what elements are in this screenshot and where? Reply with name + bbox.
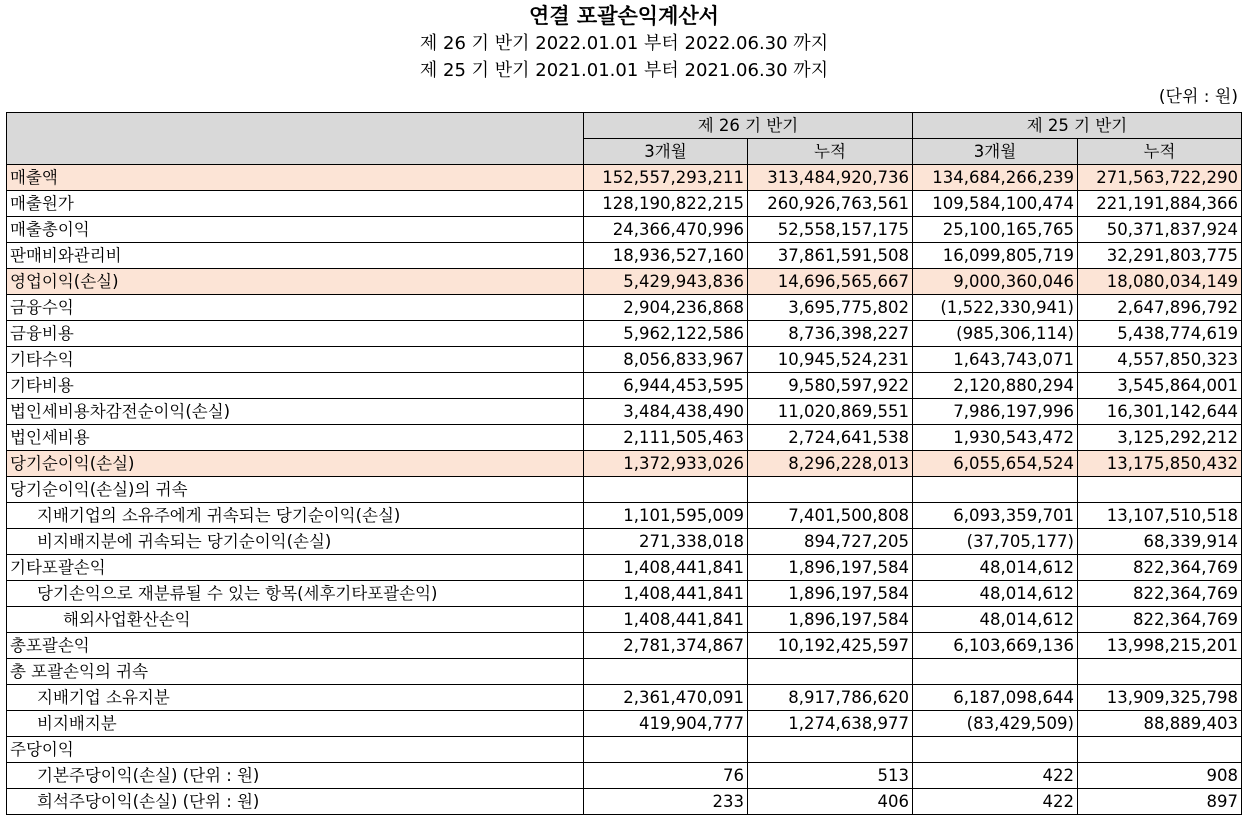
value-cell: 48,014,612 — [913, 581, 1078, 607]
row-label: 영업이익(손실) — [7, 269, 584, 295]
table-row — [7, 191, 1242, 217]
table-row — [7, 269, 1242, 295]
value-cell: 4,557,850,323 — [1078, 347, 1242, 373]
header-cumulative: 누적 — [1078, 139, 1242, 165]
value-cell: 2,724,641,538 — [748, 425, 913, 451]
value-cell: 5,438,774,619 — [1078, 321, 1242, 347]
value-cell: 822,364,769 — [1078, 555, 1242, 581]
table-row — [7, 659, 1242, 685]
row-label: 기타포괄손익 — [7, 555, 584, 581]
value-cell: 406 — [748, 789, 913, 815]
value-cell: 8,296,228,013 — [748, 451, 913, 477]
period-current: 제 26 기 반기 2022.01.01 부터 2022.06.30 까지 — [419, 33, 829, 54]
header-row-periods — [7, 113, 1242, 139]
value-cell: 1,408,441,841 — [584, 555, 748, 581]
table-row — [7, 789, 1242, 815]
value-cell: 897 — [1078, 789, 1242, 815]
row-label: 기타수익 — [7, 347, 584, 373]
value-cell: 3,125,292,212 — [1078, 425, 1242, 451]
statement-title: 연결 포괄손익계산서 — [529, 4, 719, 28]
value-cell: 1,274,638,977 — [748, 711, 913, 737]
value-cell: 8,736,398,227 — [748, 321, 913, 347]
row-label: 기타비용 — [7, 373, 584, 399]
value-cell: 8,056,833,967 — [584, 347, 748, 373]
value-cell: 76 — [584, 763, 748, 789]
value-cell — [584, 737, 748, 763]
value-cell: 5,429,943,836 — [584, 269, 748, 295]
row-label: 당기손익으로 재분류될 수 있는 항목(세후기타포괄손익) — [7, 581, 584, 607]
value-cell — [748, 737, 913, 763]
row-label: 법인세비용차감전순이익(손실) — [7, 399, 584, 425]
value-cell: 2,111,505,463 — [584, 425, 748, 451]
value-cell — [584, 477, 748, 503]
table-row — [7, 477, 1242, 503]
row-label: 총 포괄손익의 귀속 — [7, 659, 584, 685]
value-cell: 68,339,914 — [1078, 529, 1242, 555]
table-row — [7, 737, 1242, 763]
value-cell: 109,584,100,474 — [913, 191, 1078, 217]
value-cell: 7,986,197,996 — [913, 399, 1078, 425]
table-row — [7, 633, 1242, 659]
value-cell: 271,338,018 — [584, 529, 748, 555]
value-cell: 25,100,165,765 — [913, 217, 1078, 243]
table-row — [7, 581, 1242, 607]
table-row — [7, 347, 1242, 373]
row-label: 희석주당이익(손실) (단위 : 원) — [7, 789, 584, 815]
row-label: 비지배지분 — [7, 711, 584, 737]
value-cell: 1,896,197,584 — [748, 581, 913, 607]
value-cell: 32,291,803,775 — [1078, 243, 1242, 269]
value-cell: 6,103,669,136 — [913, 633, 1078, 659]
value-cell: 822,364,769 — [1078, 607, 1242, 633]
value-cell — [1078, 659, 1242, 685]
value-cell: 2,120,880,294 — [913, 373, 1078, 399]
value-cell — [913, 477, 1078, 503]
value-cell: 3,695,775,802 — [748, 295, 913, 321]
value-cell: (83,429,509) — [913, 711, 1078, 737]
table-row — [7, 763, 1242, 789]
value-cell: 11,020,869,551 — [748, 399, 913, 425]
table-row — [7, 165, 1242, 191]
value-cell: 7,401,500,808 — [748, 503, 913, 529]
value-cell: 14,696,565,667 — [748, 269, 913, 295]
row-label: 매출액 — [7, 165, 584, 191]
row-label: 해외사업환산손익 — [7, 607, 584, 633]
value-cell: 134,684,266,239 — [913, 165, 1078, 191]
value-cell: 233 — [584, 789, 748, 815]
value-cell: 152,557,293,211 — [584, 165, 748, 191]
table-row — [7, 555, 1242, 581]
value-cell: 1,408,441,841 — [584, 581, 748, 607]
value-cell: 88,889,403 — [1078, 711, 1242, 737]
value-cell: 128,190,822,215 — [584, 191, 748, 217]
period-previous: 제 25 기 반기 2021.01.01 부터 2021.06.30 까지 — [419, 60, 829, 81]
value-cell: 908 — [1078, 763, 1242, 789]
table-row — [7, 711, 1242, 737]
value-cell — [1078, 737, 1242, 763]
row-label: 기본주당이익(손실) (단위 : 원) — [7, 763, 584, 789]
value-cell — [584, 659, 748, 685]
value-cell: 2,904,236,868 — [584, 295, 748, 321]
value-cell: 2,781,374,867 — [584, 633, 748, 659]
table-row — [7, 373, 1242, 399]
value-cell: 18,936,527,160 — [584, 243, 748, 269]
value-cell: 10,945,524,231 — [748, 347, 913, 373]
table-row — [7, 399, 1242, 425]
row-label: 총포괄손익 — [7, 633, 584, 659]
value-cell: 822,364,769 — [1078, 581, 1242, 607]
value-cell: 422 — [913, 763, 1078, 789]
value-cell: 1,896,197,584 — [748, 555, 913, 581]
value-cell: 1,101,595,009 — [584, 503, 748, 529]
row-label: 비지배지분에 귀속되는 당기순이익(손실) — [7, 529, 584, 555]
value-cell: 6,055,654,524 — [913, 451, 1078, 477]
value-cell — [748, 477, 913, 503]
value-cell: 6,187,098,644 — [913, 685, 1078, 711]
value-cell: 260,926,763,561 — [748, 191, 913, 217]
value-cell: 9,580,597,922 — [748, 373, 913, 399]
value-cell: 1,930,543,472 — [913, 425, 1078, 451]
header-three-months: 3개월 — [913, 139, 1078, 165]
table-row — [7, 607, 1242, 633]
value-cell: 2,361,470,091 — [584, 685, 748, 711]
row-label: 지배기업 소유지분 — [7, 685, 584, 711]
value-cell — [748, 659, 913, 685]
value-cell: 1,408,441,841 — [584, 607, 748, 633]
header-current-period: 제 26 기 반기 — [584, 113, 913, 139]
table-row — [7, 685, 1242, 711]
value-cell: 3,484,438,490 — [584, 399, 748, 425]
header-previous-period: 제 25 기 반기 — [913, 113, 1242, 139]
row-label: 주당이익 — [7, 737, 584, 763]
value-cell: (37,705,177) — [913, 529, 1078, 555]
value-cell: 2,647,896,792 — [1078, 295, 1242, 321]
value-cell — [913, 659, 1078, 685]
value-cell: 13,998,215,201 — [1078, 633, 1242, 659]
value-cell: 6,944,453,595 — [584, 373, 748, 399]
row-label: 법인세비용 — [7, 425, 584, 451]
row-label: 당기순이익(손실) — [7, 451, 584, 477]
value-cell: (1,522,330,941) — [913, 295, 1078, 321]
value-cell: 419,904,777 — [584, 711, 748, 737]
value-cell: 52,558,157,175 — [748, 217, 913, 243]
value-cell: 513 — [748, 763, 913, 789]
value-cell: 13,909,325,798 — [1078, 685, 1242, 711]
row-label: 매출원가 — [7, 191, 584, 217]
value-cell: 16,301,142,644 — [1078, 399, 1242, 425]
value-cell: 5,962,122,586 — [584, 321, 748, 347]
table-row — [7, 503, 1242, 529]
value-cell: 271,563,722,290 — [1078, 165, 1242, 191]
value-cell: 9,000,360,046 — [913, 269, 1078, 295]
table-row — [7, 321, 1242, 347]
row-label: 지배기업의 소유주에게 귀속되는 당기순이익(손실) — [7, 503, 584, 529]
value-cell — [913, 737, 1078, 763]
value-cell: 894,727,205 — [748, 529, 913, 555]
row-label: 매출총이익 — [7, 217, 584, 243]
row-label: 금융비용 — [7, 321, 584, 347]
value-cell: 8,917,786,620 — [748, 685, 913, 711]
value-cell: 13,175,850,432 — [1078, 451, 1242, 477]
value-cell: 422 — [913, 789, 1078, 815]
table-row — [7, 425, 1242, 451]
value-cell: 13,107,510,518 — [1078, 503, 1242, 529]
value-cell — [1078, 477, 1242, 503]
value-cell: 48,014,612 — [913, 607, 1078, 633]
value-cell: 18,080,034,149 — [1078, 269, 1242, 295]
table-row — [7, 217, 1242, 243]
value-cell: 3,545,864,001 — [1078, 373, 1242, 399]
statement-header — [0, 2, 1248, 111]
unit-label: (단위 : 원) — [1158, 87, 1238, 107]
value-cell: 37,861,591,508 — [748, 243, 913, 269]
row-label: 판매비와관리비 — [7, 243, 584, 269]
row-label: 금융수익 — [7, 295, 584, 321]
value-cell: 1,896,197,584 — [748, 607, 913, 633]
table-row — [7, 529, 1242, 555]
value-cell: 1,643,743,071 — [913, 347, 1078, 373]
header-three-months: 3개월 — [584, 139, 748, 165]
value-cell: 48,014,612 — [913, 555, 1078, 581]
value-cell: 50,371,837,924 — [1078, 217, 1242, 243]
table-row — [7, 295, 1242, 321]
value-cell: 1,372,933,026 — [584, 451, 748, 477]
header-blank-cell — [7, 113, 584, 165]
value-cell: 6,093,359,701 — [913, 503, 1078, 529]
income-statement-table — [6, 112, 1242, 815]
table-row — [7, 451, 1242, 477]
value-cell: 221,191,884,366 — [1078, 191, 1242, 217]
value-cell: 10,192,425,597 — [748, 633, 913, 659]
value-cell: 16,099,805,719 — [913, 243, 1078, 269]
row-label: 당기순이익(손실)의 귀속 — [7, 477, 584, 503]
value-cell: (985,306,114) — [913, 321, 1078, 347]
header-cumulative: 누적 — [748, 139, 913, 165]
table-row — [7, 243, 1242, 269]
value-cell: 24,366,470,996 — [584, 217, 748, 243]
value-cell: 313,484,920,736 — [748, 165, 913, 191]
